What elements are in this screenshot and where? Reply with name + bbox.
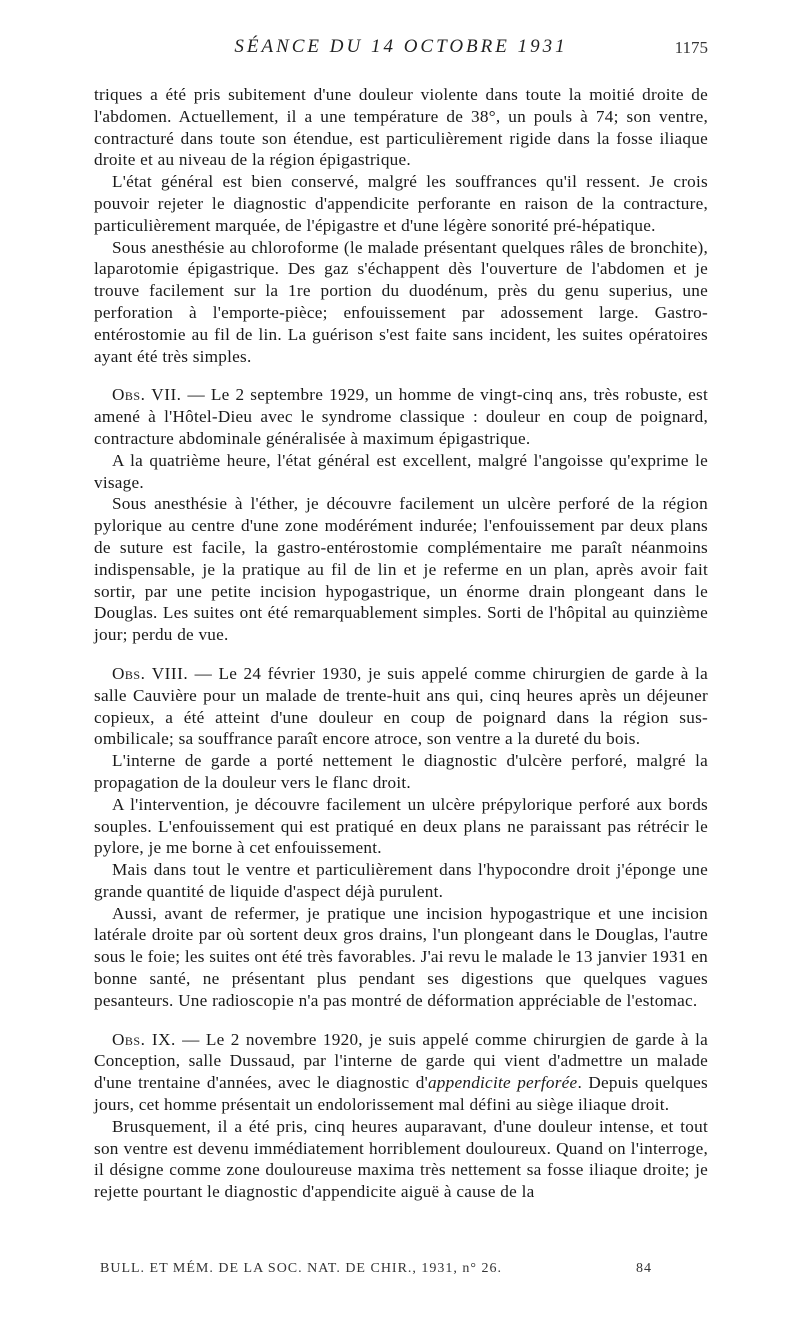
paragraph-text: Mais dans tout le ventre et particulièrement dans l'hypocondre droit j'éponge une grande quantité de liquide d'aspect déjà purulent. — [94, 860, 708, 901]
page-number: 1175 — [674, 38, 708, 57]
observation-paragraph — [94, 663, 708, 750]
paragraph-text: — Le 2 septembre 1929, un homme de vingt-cinq ans, très robuste, est amené à l'Hôtel-Dieu avec le syndrome classique : douleur en coup de poignard, contracture abdominale généralisée à maximum épigastrique. — [94, 385, 708, 448]
observation-paragraph — [94, 1029, 708, 1116]
paragraph-text: triques a été pris subitement d'une douleur violente dans toute la moitié droite de l'abdomen. Actuellement, il a une température de 38°, un pouls à 74; son ventre, contracturé dans toute son étendue, est particulièrement rigide dans la fosse iliaque droite et au niveau de la région épigastrique. — [94, 85, 708, 170]
running-head: SÉANCE DU 14 OCTOBRE 1931 — [234, 36, 568, 57]
paragraph — [94, 903, 708, 1012]
paragraph — [94, 493, 708, 646]
page-footer — [94, 1261, 708, 1283]
journal-citation: BULL. ET MÉM. DE LA SOC. NAT. DE CHIR., 1931, n° 26. — [100, 1261, 503, 1276]
paragraph — [94, 794, 708, 859]
page-header — [94, 36, 708, 62]
paragraph — [94, 171, 708, 236]
paragraph — [94, 450, 708, 494]
observation-label: Obs. IX. — [112, 1029, 176, 1049]
paragraph-text: Sous anesthésie au chloroforme (le malade présentant quelques râles de bronchite), laparotomie épigastrique. Des gaz s'échappent dès l'ouverture de l'abdomen et je trouve facilement sur la 1re portion du duodénum, près du genu superius, une perforation à l'emporte-pièce; enfouissement par adossement large. Gastro-entérostomie au fil de lin. La guérison s'est faite sans incident, les suites opératoires ayant été très simples. — [94, 237, 708, 366]
body-text — [94, 84, 708, 1203]
paragraph-text: A l'intervention, je découvre facilement un ulcère prépylorique perforé aux bords souples. L'enfouissement qui est pratiqué en deux plans ne paraissant pas rétrécir le pylore, je me borne à cet enfouissement. — [94, 794, 708, 858]
paragraph — [94, 859, 708, 903]
paragraph-text: L'état général est bien conservé, malgré les souffrances qu'il ressent. Je crois pouvoir rejeter le diagnostic d'appendicite perforante en raison de la contracture, particulièrement marquée, de l'épigastre et d'une légère sonorité pré-hépatique. — [94, 172, 708, 235]
observation-paragraph — [94, 384, 708, 449]
paragraph — [94, 84, 708, 171]
paragraph-text: — Le 2 novembre 1920, je suis appelé comme chirurgien de garde à la Conception, salle Dussaud, par l'interne de garde qui vient d'admettre un malade d'une trentaine d'années, avec le diagnostic d' — [94, 1029, 708, 1093]
paragraph-text-tail: . Depuis quelques jours, cet homme présentait un endolorissement mal défini au siège iliaque droit. — [94, 1073, 708, 1115]
paragraph-text: L'interne de garde a porté nettement le diagnostic d'ulcère perforé, malgré la propagation de la douleur vers le flanc droit. — [94, 751, 708, 792]
paragraph-text: Sous anesthésie à l'éther, je découvre facilement un ulcère perforé de la région pylorique au centre d'une zone modérément indurée; l'enfouissement par deux plans de suture est facile, la gastro-entérostomie complémentaire me paraît néanmoins indispensable, je la pratique au fil de lin et je referme en un plan, après avoir fait sortir, par une petite incision hypogastrique, un énorme drain plongeant dans le Douglas. Les suites ont été remarquablement simples. Sorti de l'hôpital au quinzième jour; perdu de vue. — [94, 494, 708, 645]
paragraph-text: — Le 24 février 1930, je suis appelé comme chirurgien de garde à la salle Cauvière pour un malade de trente-huit ans qui, cinq heures après un déjeuner copieux, a été atteint d'une douleur en coup de poignard dans la région sus-ombilicale; sa souffrance paraît encore atroce, son ventre a la dureté du bois. — [94, 663, 708, 749]
signature-mark: 84 — [636, 1261, 652, 1276]
paragraph-text: A la quatrième heure, l'état général est excellent, malgré l'angoisse qu'exprime le visage. — [94, 450, 708, 492]
observation-label: Obs. VII. — [112, 385, 182, 405]
paragraph-text: Aussi, avant de refermer, je pratique une incision hypogastrique et une incision latérale droite par où sortent deux gros drains, l'un plongeant dans le Douglas, l'autre sous le foie; les suites ont été très favorables. J'ai revu le malade le 13 janvier 1931 en bonne santé, ne présentant plus pendant ses digestions que quelques vagues pesanteurs. Une radioscopie n'a pas montré de déformation appréciable de l'estomac. — [94, 903, 708, 1010]
paragraph — [94, 1116, 708, 1203]
paragraph-text: Brusquement, il a été pris, cinq heures auparavant, d'une douleur intense, et tout son ventre est devenu immédiatement horriblement douloureux. Quand on l'interroge, il désigne comme zone douloureuse maxima très nettement sa fosse iliaque droite; je rejette pourtant le diagnostic d'appendicite aiguë à cause de la — [94, 1116, 708, 1202]
italic-diagnosis: appendicite perforée — [427, 1073, 578, 1093]
paragraph — [94, 750, 708, 794]
observation-label: Obs. VIII. — [112, 663, 189, 683]
paragraph — [94, 237, 708, 368]
